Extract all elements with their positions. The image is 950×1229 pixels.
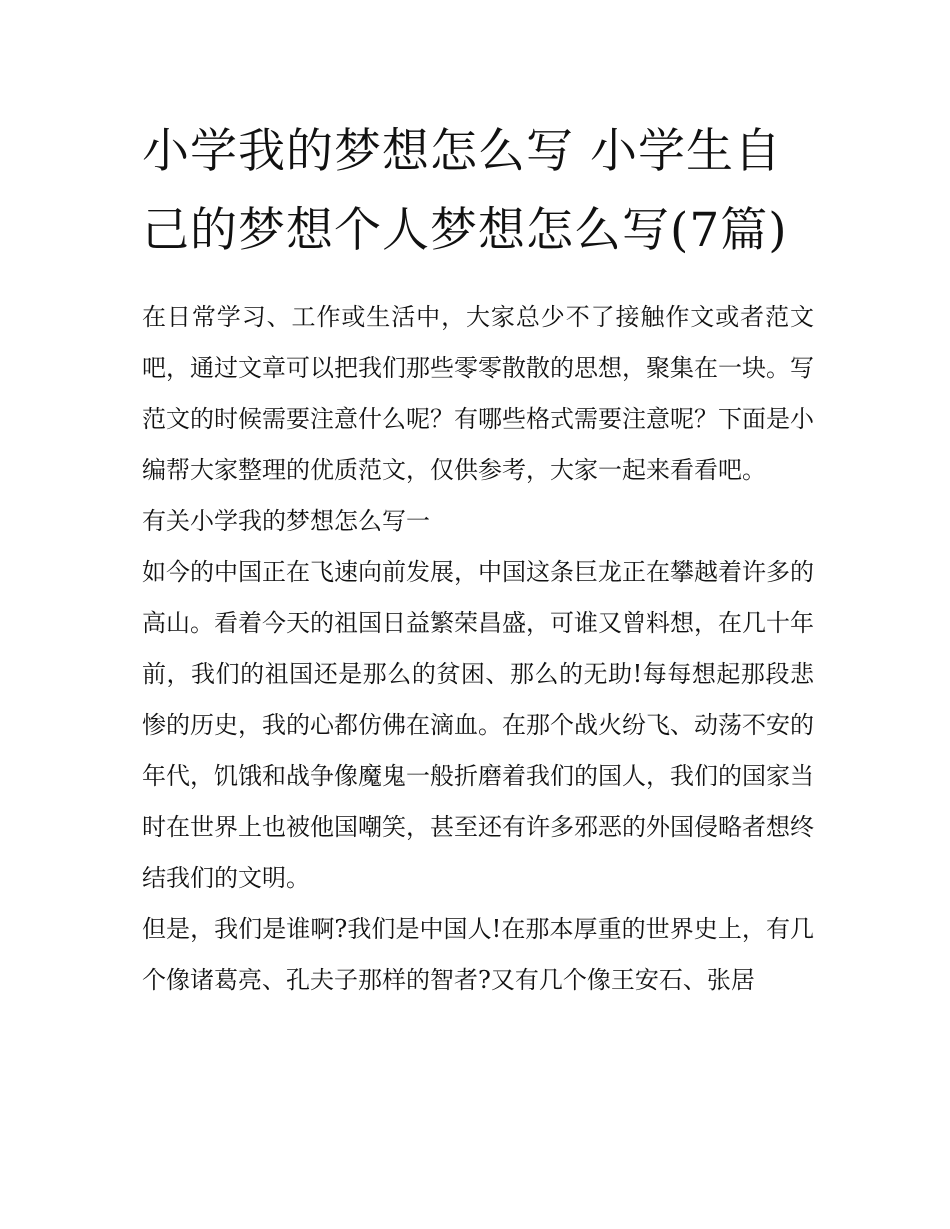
- body-paragraph: 如今的中国正在飞速向前发展，中国这条巨龙正在攀越着许多的高山。看着今天的祖国日益繁荣昌盛，可谁又曾料想，在几十年前，我们的祖国还是那么的贫困、那么的无助!每每想起那段悲惨的历史，我的心都仿佛在滴血。在那个战火纷飞、动荡不安的年代，饥饿和战争像魔鬼一般折磨着我们的国人，我们的国家当时在世界上也被他国嘲笑，甚至还有许多邪恶的外国侵略者想终结我们的文明。: [142, 558, 814, 892]
- document-page: [142, 112, 814, 1006]
- section-heading: 有关小学我的梦想怎么写一: [142, 507, 430, 535]
- intro-paragraph: 在日常学习、工作或生活中，大家总少不了接触作文或者范文吧，通过文章可以把我们那些零零散散的思想，聚集在一块。写范文的时候需要注意什么呢？有哪些格式需要注意呢？下面是小编帮大家整理的优质范文，仅供参考，大家一起来看看吧。: [142, 303, 814, 484]
- body-paragraph: 但是，我们是谁啊?我们是中国人!在那本厚重的世界史上，有几个像诸葛亮、孔夫子那样的智者?又有几个像王安石、张居: [142, 915, 814, 994]
- document-title: 小学我的梦想怎么写 小学生自己的梦想个人梦想怎么写(7篇): [142, 124, 788, 258]
